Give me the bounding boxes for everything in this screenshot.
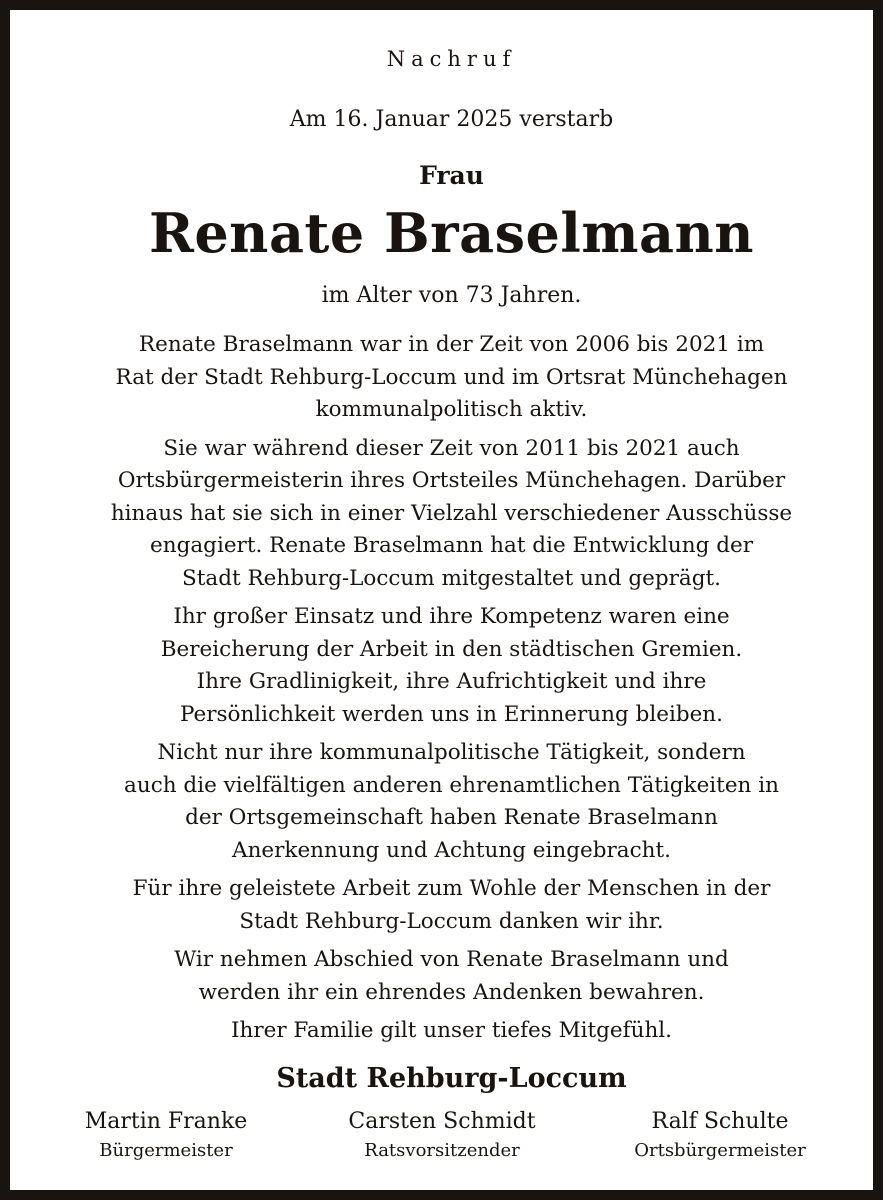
signatory-council-chair bbox=[312, 1106, 572, 1164]
body-paragraph bbox=[60, 944, 843, 1009]
body-paragraph bbox=[60, 1015, 843, 1048]
body-line: Ihr großer Einsatz und ihre Kompetenz waren eine bbox=[173, 604, 730, 629]
body-line: Ihre Gradlinigkeit, ihre Aufrichtigkeit und ihre bbox=[196, 669, 707, 694]
body-line: Wir nehmen Abschied von Renate Braselmann und bbox=[174, 947, 729, 972]
body-line: Ihrer Familie gilt unser tiefes Mitgefühl. bbox=[230, 1018, 673, 1043]
death-date-line: Am 16. Januar 2025 verstarb bbox=[289, 107, 614, 132]
age-line: im Alter von 73 Jahren. bbox=[321, 283, 582, 308]
deceased-name: Renate Braselmann bbox=[148, 201, 755, 265]
body-line: auch die vielfältigen anderen ehrenamtlichen Tätigkeiten in bbox=[124, 772, 779, 798]
body-paragraph bbox=[60, 329, 843, 427]
body-line: Für ihre geleistete Arbeit zum Wohle der Menschen in der bbox=[132, 876, 771, 901]
body-line: Sie war während dieser Zeit von 2011 bis 2021 auch bbox=[163, 435, 740, 461]
signatory-role: Bürgermeister bbox=[99, 1140, 233, 1161]
signatory-name: Ralf Schulte bbox=[651, 1109, 789, 1134]
sender-organization: Stadt Rehburg-Loccum bbox=[276, 1063, 627, 1094]
notice-header-label: Nachruf bbox=[386, 47, 517, 71]
body-line: Bereicherung der Arbeit in den städtischen Gremien. bbox=[160, 636, 743, 662]
signatory-mayor bbox=[36, 1106, 296, 1164]
body-line: werden ihr ein ehrendes Andenken bewahren. bbox=[198, 979, 705, 1005]
signatories bbox=[20, 1106, 883, 1176]
body-line: Rat der Stadt Rehburg-Loccum und im Ortsrat Münchehagen bbox=[115, 364, 788, 390]
body-line: der Ortsgemeinschaft haben Renate Braselmann bbox=[185, 805, 718, 830]
body-line: kommunalpolitisch aktiv. bbox=[315, 397, 588, 422]
body-paragraph bbox=[60, 601, 843, 731]
body-paragraph bbox=[60, 873, 843, 938]
signatory-name: Carsten Schmidt bbox=[348, 1109, 536, 1134]
body-line: hinaus hat sie sich in einer Vielzahl verschiedener Ausschüsse bbox=[110, 500, 793, 526]
body-line: Nicht nur ihre kommunalpolitische Tätigkeit, sondern bbox=[157, 740, 746, 765]
signatory-name: Martin Franke bbox=[84, 1109, 248, 1134]
salutation: Frau bbox=[419, 161, 484, 190]
body-line: Ortsbürgermeisterin ihres Ortsteiles Münchehagen. Darüber bbox=[117, 468, 786, 493]
signatory-district-mayor bbox=[590, 1106, 850, 1164]
body-line: Stadt Rehburg-Loccum mitgestaltet und geprägt. bbox=[182, 565, 721, 591]
obituary-body-text bbox=[60, 329, 843, 1054]
body-line: Renate Braselmann war in der Zeit von 2006 bis 2021 im bbox=[138, 332, 765, 357]
signatory-role: Ratsvorsitzender bbox=[364, 1140, 520, 1161]
body-line: Anerkennung und Achtung eingebracht. bbox=[232, 837, 671, 863]
body-paragraph bbox=[60, 433, 843, 596]
signatory-role: Ortsbürgermeister bbox=[634, 1140, 806, 1161]
body-line: Persönlichkeit werden uns in Erinnerung bleiben. bbox=[179, 701, 723, 727]
body-line: Stadt Rehburg-Loccum danken wir ihr. bbox=[239, 908, 664, 934]
body-line: engagiert. Renate Braselmann hat die Entwicklung der bbox=[150, 533, 753, 558]
body-paragraph bbox=[60, 737, 843, 867]
